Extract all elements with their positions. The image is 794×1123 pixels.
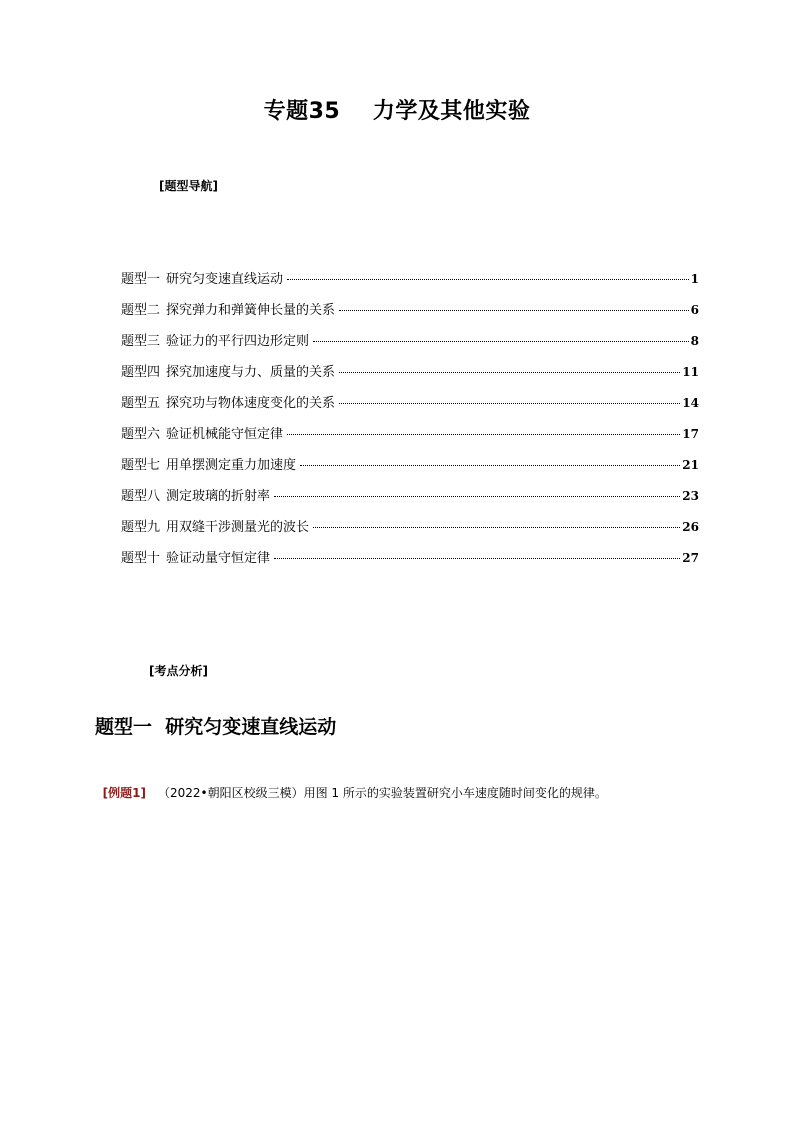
toc-entry-page: 8 [690, 334, 699, 348]
toc-entry-5[interactable] [121, 392, 699, 423]
toc-entry-label: 题型八 [121, 489, 161, 504]
example-text: （2022•朝阳区校级三模）用图 1 所示的实验装置研究小车速度随时间变化的规律。 [157, 786, 607, 800]
toc-entry-title: 用双缝干涉测量光的波长 [166, 520, 310, 535]
toc-entry-title: 验证机械能守恒定律 [166, 427, 284, 442]
toc-dot-leader [339, 403, 680, 404]
toc-entry-label: 题型七 [121, 458, 161, 473]
toc-entry-10[interactable] [121, 547, 699, 578]
toc-entry-page: 23 [682, 489, 699, 503]
toc-entry-page: 6 [690, 303, 699, 317]
toc-entry-1[interactable] [121, 268, 699, 299]
toc-entry-9[interactable] [121, 516, 699, 547]
toc-entry-page: 14 [682, 396, 699, 410]
toc-entry-title: 探究弹力和弹簧伸长量的关系 [166, 303, 336, 318]
toc-entry-label: 题型五 [121, 396, 161, 411]
toc-entry-2[interactable] [121, 299, 699, 330]
toc-dot-leader [313, 341, 689, 342]
toc-entry-title: 探究功与物体速度变化的关系 [166, 396, 336, 411]
example-question [95, 770, 607, 801]
toc-entry-page: 21 [682, 458, 699, 472]
toc-entry-7[interactable] [121, 454, 699, 485]
section-heading: 题型一 研究匀变速直线运动 [95, 716, 337, 738]
toc-entry-label: 题型六 [121, 427, 161, 442]
toc-entry-8[interactable] [121, 485, 699, 516]
toc-entry-title: 研究匀变速直线运动 [166, 272, 284, 287]
toc-dot-leader [339, 372, 680, 373]
example-label: [例题1] [102, 786, 146, 800]
toc-entry-page: 1 [690, 272, 699, 286]
toc-dot-leader [287, 279, 689, 280]
analysis-heading: [考点分析] [149, 664, 208, 678]
toc-entry-title: 用单摆测定重力加速度 [166, 458, 297, 473]
toc-dot-leader [274, 558, 680, 559]
toc-entry-label: 题型三 [121, 334, 161, 349]
toc-entry-label: 题型一 [121, 272, 161, 287]
toc-dot-leader [339, 310, 689, 311]
toc-entry-3[interactable] [121, 330, 699, 361]
toc-dot-leader [287, 434, 680, 435]
toc-entry-label: 题型四 [121, 365, 161, 380]
toc-entry-4[interactable] [121, 361, 699, 392]
toc-entry-6[interactable] [121, 423, 699, 454]
table-of-contents [121, 268, 699, 578]
toc-entry-title: 验证力的平行四边形定则 [166, 334, 310, 349]
toc-dot-leader [313, 527, 680, 528]
toc-entry-title: 验证动量守恒定律 [166, 551, 271, 566]
nav-heading: [题型导航] [159, 179, 218, 193]
toc-entry-label: 题型十 [121, 551, 161, 566]
toc-entry-page: 11 [682, 365, 699, 379]
toc-dot-leader [300, 465, 680, 466]
toc-entry-title: 测定玻璃的折射率 [166, 489, 271, 504]
toc-entry-label: 题型九 [121, 520, 161, 535]
page-title: 专题35 力学及其他实验 [263, 99, 531, 124]
toc-entry-title: 探究加速度与力、质量的关系 [166, 365, 336, 380]
toc-entry-page: 27 [682, 551, 699, 565]
toc-entry-page: 17 [682, 427, 699, 441]
toc-dot-leader [274, 496, 680, 497]
toc-entry-label: 题型二 [121, 303, 161, 318]
toc-entry-page: 26 [682, 520, 699, 534]
